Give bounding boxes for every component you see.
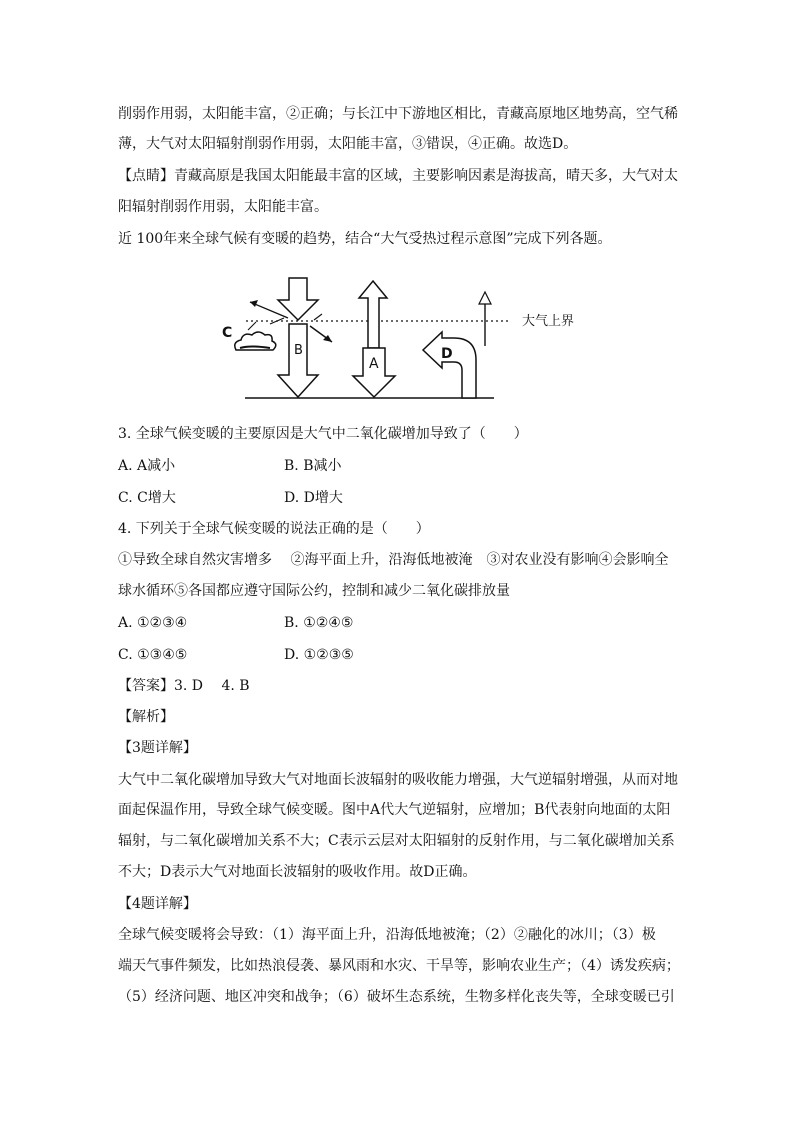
q3-stem: 3. 全球气候变暖的主要原因是大气中二氧化碳增加导致了（ ） [118, 426, 528, 442]
q4-item-line: 球水循环⑤各国都应遵守国际公约，控制和减少二氧化碳排放量 [118, 583, 510, 599]
q4-detail-line: 全球气候变暖将会导致：（1）海平面上升，沿海低地被淹；（2）②融化的冰川；（3）极 [118, 927, 656, 943]
answer-line: 【答案】3. D 4. B [118, 678, 250, 694]
text-line: 削弱作用弱，太阳能丰富，②正确；与长江中下游地区相比，青藏高原地区地势高，空气稀 [118, 106, 678, 122]
text-line: 薄，大气对太阳辐射削弱作用弱，太阳能丰富，③错误，④正确。故选D。 [118, 136, 578, 152]
analysis-heading: 【解析】 [118, 709, 174, 725]
label-d: D [441, 346, 453, 362]
q4-detail-heading: 【4题详解】 [118, 896, 197, 912]
q3-option-d: D. D增大 [284, 490, 343, 506]
q3-detail-line: 大气中二氧化碳增加导致大气对地面长波辐射的吸收能力增强，大气逆辐射增强，从而对地 [118, 772, 678, 788]
reflect-arrow-left-head [250, 300, 258, 307]
dianjing-line: 【点睛】青藏高原是我国太阳能最丰富的区域，主要影响因素是海拔高，晴天多，大气对太 [118, 168, 678, 184]
q3-option-b: B. B减小 [284, 458, 342, 474]
q4-option-c: C. ①③④⑤ [118, 647, 188, 663]
q4-option-a: A. ①②③④ [118, 615, 188, 631]
q4-option-d: D. ①②③⑤ [284, 647, 354, 663]
q3-option-c: C. C增大 [118, 490, 176, 506]
arrow-b-top [278, 278, 318, 320]
label-b: B [294, 343, 303, 358]
atmosphere-top-label: 大气上界 [522, 314, 575, 329]
q4-option-b: B. ①②④⑤ [284, 615, 354, 631]
arrow-escape-head [479, 292, 491, 304]
q4-stem: 4. 下列关于全球气候变暖的说法正确的是（ ） [118, 521, 430, 537]
reflect-arrow-small-1 [248, 322, 256, 330]
arrow-a-up [359, 281, 387, 348]
q3-detail-heading: 【3题详解】 [118, 740, 197, 756]
label-c: C [222, 325, 233, 341]
q3-option-a: A. A减小 [118, 458, 176, 474]
absorb-arrow-right-2 [314, 314, 322, 320]
arrow-d [423, 332, 476, 398]
q4-detail-line: 端天气事件频发，比如热浪侵袭、暴风雨和水灾、干旱等，影响农业生产；（4）诱发疾病； [118, 958, 680, 974]
q3-detail-line: 面起保温作用，导致全球气候变暖。图中A代大气逆辐射，应增加；B代表射向地面的太阳 [118, 802, 671, 818]
q3-detail-line: 不大；D表示大气对地面长波辐射的吸收作用。故D正确。 [118, 864, 477, 880]
dianjing-line: 阳辐射削弱作用弱，太阳能丰富。 [118, 199, 328, 215]
arrow-b [278, 324, 318, 397]
label-a: A [369, 356, 379, 372]
q3-detail-line: 辐射，与二氧化碳增加关系不大；C表示云层对太阳辐射的反射作用，与二氧化碳增加关系 [118, 833, 675, 849]
q4-detail-line: （5）经济问题、地区冲突和战争；（6）破坏生态系统，生物多样化丧失等，全球变暖已引 [118, 989, 675, 1005]
q4-item-line: ①导致全球自然灾害增多 ②海平面上升，沿海低地被淹 ③对农业没有影响④会影响全 [118, 552, 669, 568]
atmosphere-heating-diagram [210, 262, 590, 412]
intro-line: 近 100年来全球气候有变暖的趋势，结合“大气受热过程示意图”完成下列各题。 [118, 231, 612, 247]
